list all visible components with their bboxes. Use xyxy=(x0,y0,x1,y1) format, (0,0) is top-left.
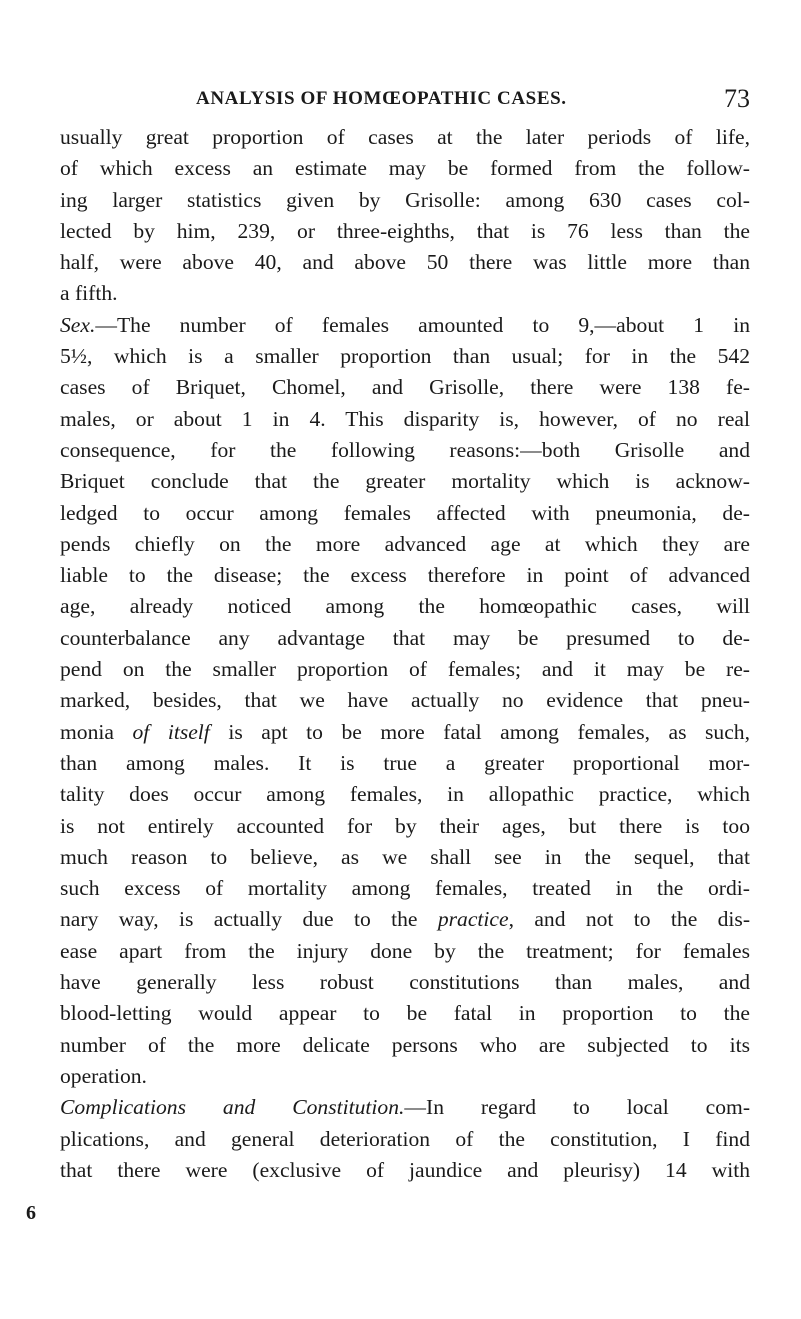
text-line: blood-letting would appear to be fatal in proportion to the xyxy=(60,1001,750,1026)
text-line: ease apart from the injury done by the treatment; for females xyxy=(60,938,750,963)
text-line: much reason to believe, as we shall see in the sequel, that xyxy=(60,844,750,869)
text-line: ledged to occur among females affected with pneumonia, de- xyxy=(60,500,750,525)
body-text xyxy=(60,122,750,1186)
text-line: tality does occur among females, in allopathic practice, which xyxy=(60,782,750,807)
text-line: of which excess an estimate may be formed from the follow- xyxy=(60,156,750,181)
text-line: monia of itself is apt to be more fatal among females, as such, xyxy=(60,719,751,744)
text-line: operation. xyxy=(60,1063,147,1088)
text-line: counterbalance any advantage that may be presumed to de- xyxy=(60,625,750,650)
text-line: liable to the disease; the excess therefore in point of advanced xyxy=(60,563,750,588)
text-line: ing larger statistics given by Grisolle: among 630 cases col- xyxy=(60,187,750,212)
running-title: ANALYSIS OF HOMŒOPATHIC CASES. xyxy=(196,88,567,109)
text-line: plications, and general deterioration of the constitution, I find xyxy=(60,1126,750,1151)
text-line: that there were (exclusive of jaundice and pleurisy) 14 with xyxy=(60,1157,750,1182)
text-line: cases of Briquet, Chomel, and Grisolle, there were 138 fe- xyxy=(60,375,750,400)
text-line: have generally less robust constitutions than males, and xyxy=(60,970,750,995)
text-line: is not entirely accounted for by their ages, but there is too xyxy=(60,813,750,838)
text-line: consequence, for the following reasons:—both Grisolle and xyxy=(60,437,750,462)
running-head xyxy=(60,84,750,118)
text-line: pend on the smaller proportion of females; and it may be re- xyxy=(60,657,750,682)
text-line: Sex.—The number of females amounted to 9,—about 1 in xyxy=(60,312,750,337)
text-line: nary way, is actually due to the practice, and not to the dis- xyxy=(60,907,751,932)
section-heading-sex: Sex. xyxy=(60,312,96,337)
text-line: usually great proportion of cases at the later periods of life, xyxy=(60,125,750,149)
text-line: lected by him, 239, or three-eighths, that is 76 less than the xyxy=(60,218,750,243)
book-page xyxy=(60,84,751,1186)
signature-mark: 6 xyxy=(26,1202,36,1224)
text-line: pends chiefly on the more advanced age at which they are xyxy=(60,531,750,556)
text-line: such excess of mortality among females, treated in the ordi- xyxy=(60,876,750,901)
text-line: than among males. It is true a greater proportional mor- xyxy=(60,750,750,775)
text-line: age, already noticed among the homœopathic cases, will xyxy=(60,594,750,619)
text-line: Complications and Constitution.—In regard to local com- xyxy=(60,1095,751,1120)
page-number: 73 xyxy=(724,84,750,113)
text-line: number of the more delicate persons who are subjected to its xyxy=(60,1032,750,1057)
text-line: Briquet conclude that the greater mortality which is acknow- xyxy=(60,469,750,494)
text-line: marked, besides, that we have actually no evidence that pneu- xyxy=(60,688,750,713)
text-line: half, were above 40, and above 50 there was little more than xyxy=(60,250,750,275)
text-line: males, or about 1 in 4. This disparity is, however, of no real xyxy=(60,406,750,431)
section-heading-complications: Complications and Constitution. xyxy=(60,1095,405,1120)
text-line: a fifth. xyxy=(60,281,118,306)
text-line: 5½, which is a smaller proportion than usual; for in the 542 xyxy=(60,344,750,369)
